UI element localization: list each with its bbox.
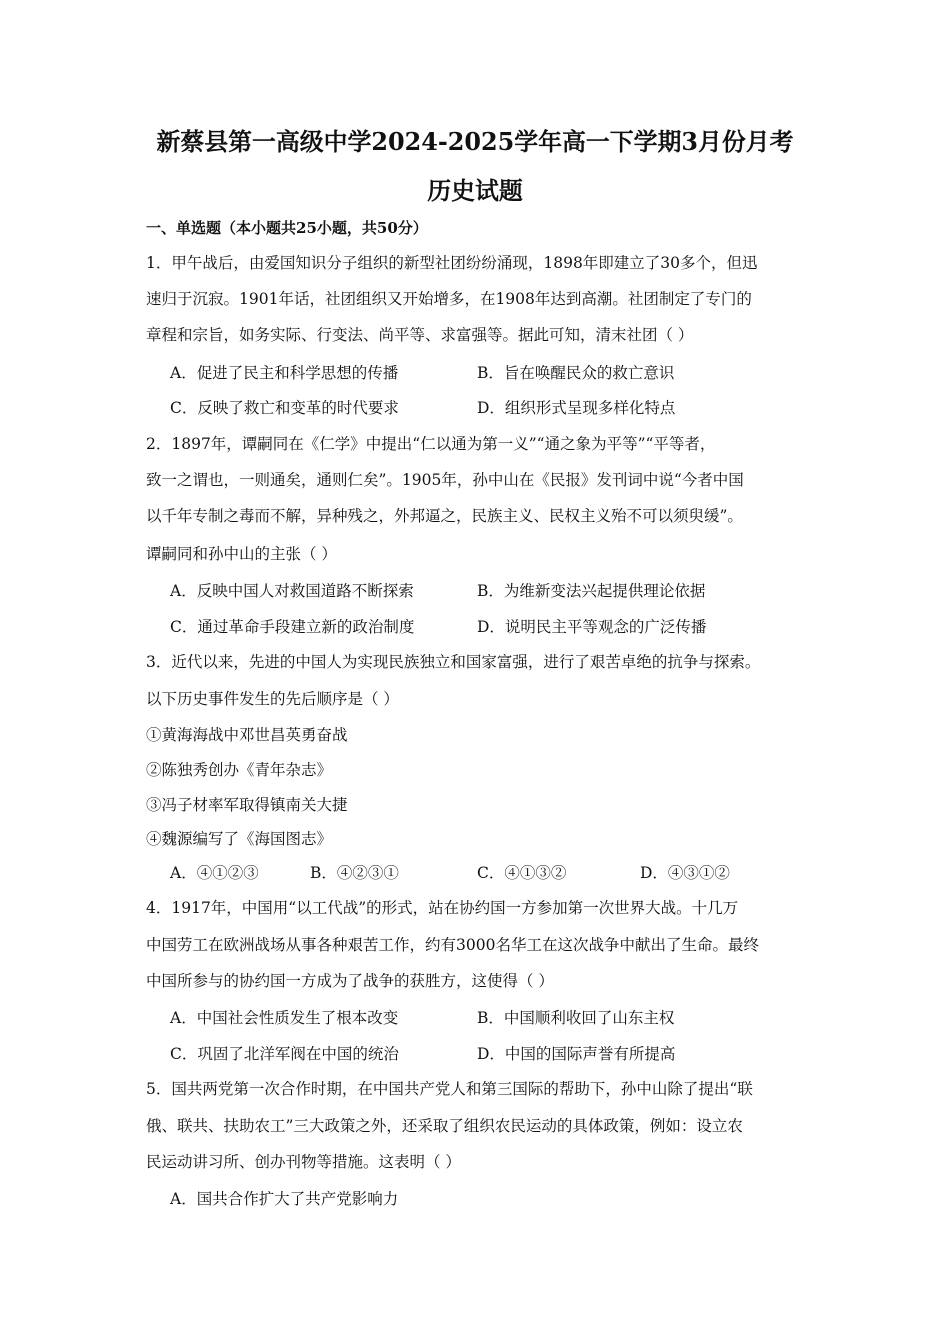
question-text-line: 3．近代以来，先进的中国人为实现民族独立和国家富强，进行了艰苦卓绝的抗争与探索。 xyxy=(146,653,761,671)
question-text-line: 中国劳工在欧洲战场从事各种艰苦工作，约有3000名华工在这次战争中献出了生命。最终 xyxy=(146,936,759,954)
question-text-line: 5．国共两党第一次合作时期，在中国共产党人和第三国际的帮助下，孙中山除了提出“联 xyxy=(146,1080,753,1098)
option-b: B．中国顺利收回了山东主权 xyxy=(477,1009,675,1027)
option-a: A．促进了民主和科学思想的传播 xyxy=(170,364,399,382)
option-c: C．巩固了北洋军阀在中国的统治 xyxy=(170,1045,399,1063)
question-text-line: 4．1917年，中国用“以工代战”的形式，站在协约国一方参加第一次世界大战。十几万 xyxy=(146,899,739,917)
question-text-line: ③冯子材率军取得镇南关大捷 xyxy=(146,796,348,814)
question-text-line: 致一之谓也，一则通矣，通则仁矣”。1905年，孙中山在《民报》发刊词中说“今者中国 xyxy=(146,471,744,489)
question-text-line: 速归于沉寂。1901年话，社团组织又开始增多，在1908年达到高潮。社团制定了专门的 xyxy=(146,290,752,308)
question-text-line: ②陈独秀创办《青年杂志》 xyxy=(146,761,333,779)
option-b: B．为维新变法兴起提供理论依据 xyxy=(477,582,706,600)
question-text-line: 2．1897年，谭嗣同在《仁学》中提出“仁以通为第一义”“通之象为平等”“平等者， xyxy=(146,435,716,453)
option-c: C．④①③② xyxy=(477,864,567,882)
exam-title: 新蔡县第一高级中学2024-2025学年高一下学期3月份月考 xyxy=(156,127,794,156)
option-d: D．④③①② xyxy=(640,864,730,882)
option-a: A．反映中国人对救国道路不断探索 xyxy=(170,582,414,600)
question-text-line: 谭嗣同和孙中山的主张（ ） xyxy=(146,545,337,563)
exam-subtitle: 历史试题 xyxy=(427,176,523,205)
question-text-line: 中国所参与的协约国一方成为了战争的获胜方，这使得（ ） xyxy=(146,972,554,990)
option-b: B．④②③① xyxy=(310,864,399,882)
question-text-line: 1．甲午战后，由爱国知识分子组织的新型社团纷纷涌现，1898年即建立了30多个，但迅 xyxy=(146,254,758,272)
option-c: C．通过革命手段建立新的政治制度 xyxy=(170,618,415,636)
option-d: D．中国的国际声誉有所提高 xyxy=(477,1045,676,1063)
section-heading: 一、单选题（本小题共25小题，共50分） xyxy=(146,219,428,237)
option-c: C．反映了救亡和变革的时代要求 xyxy=(170,399,399,417)
question-text-line: 章程和宗旨，如务实际、行变法、尚平等、求富强等。据此可知，清末社团（ ） xyxy=(146,326,694,344)
question-text-line: ①黄海海战中邓世昌英勇奋战 xyxy=(146,726,348,744)
question-text-line: 民运动讲习所、创办刊物等措施。这表明（ ） xyxy=(146,1153,461,1171)
question-text-line: 俄、联共、扶助农工”三大政策之外，还采取了组织农民运动的具体政策，例如：设立农 xyxy=(146,1117,743,1135)
option-b: B．旨在唤醒民众的救亡意识 xyxy=(477,364,675,382)
option-d: D．组织形式呈现多样化特点 xyxy=(477,399,676,417)
option-a: A．中国社会性质发生了根本改变 xyxy=(170,1009,399,1027)
option-a: A．国共合作扩大了共产党影响力 xyxy=(170,1190,399,1208)
question-text-line: 以下历史事件发生的先后顺序是（ ） xyxy=(146,690,399,708)
option-d: D．说明民主平等观念的广泛传播 xyxy=(477,618,707,636)
question-text-line: 以千年专制之毒而不解，异种残之，外邦逼之，民族主义、民权主义殆不可以须臾缓”。 xyxy=(146,507,743,525)
question-text-line: ④魏源编写了《海国图志》 xyxy=(146,830,333,848)
option-a: A．④①②③ xyxy=(170,864,259,882)
